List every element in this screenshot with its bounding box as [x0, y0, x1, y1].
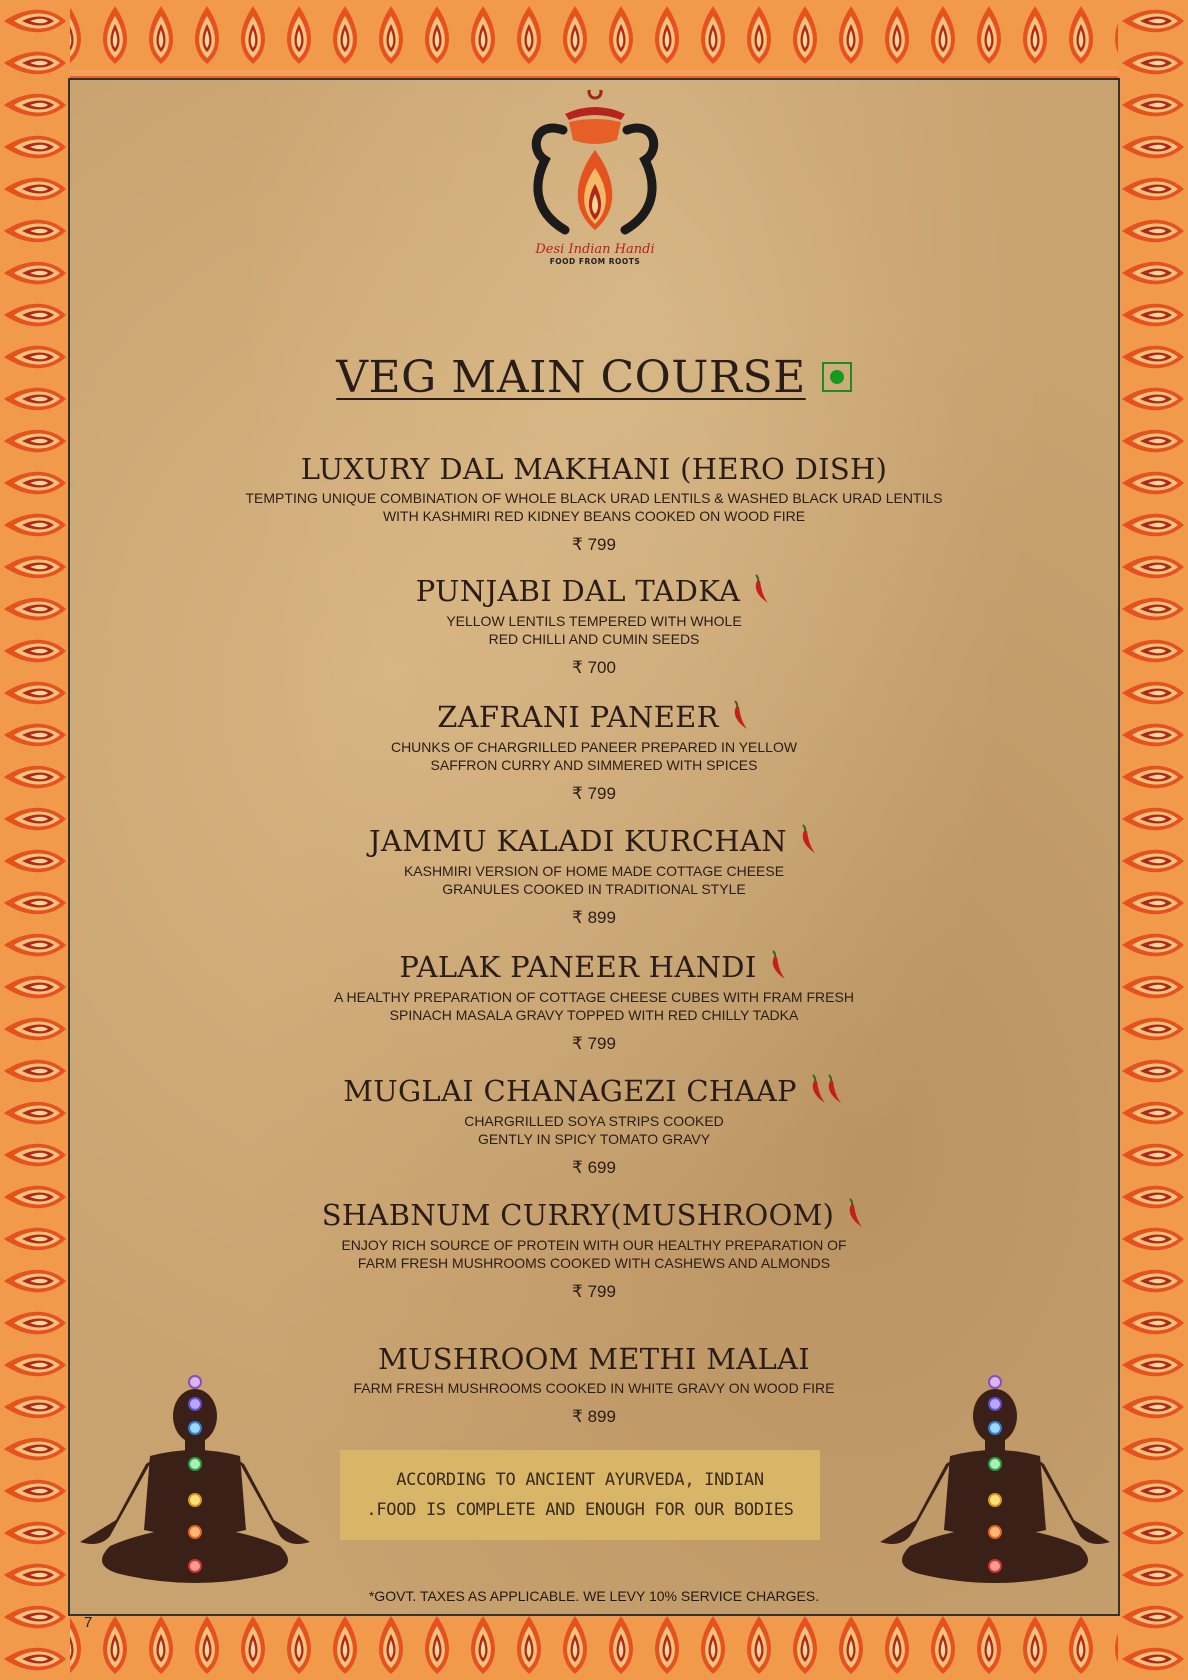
menu-item [70, 824, 1118, 928]
dish-name-text: SHABNUM CURRY(MUSHROOM) [321, 1198, 835, 1232]
dish-description: KASHMIRI VERSION OF HOME MADE COTTAGE CHEESE GRANULES COOKED IN TRADITIONAL STYLE [403, 863, 785, 897]
dish-name-text: PUNJABI DAL TADKA [415, 574, 741, 608]
handi-pot-logo-icon [525, 90, 665, 260]
dish-price: ₹ 899 [572, 1407, 616, 1426]
dish-price: ₹ 799 [572, 535, 616, 554]
dish-price: ₹ 699 [572, 1158, 616, 1177]
dish-description: CHUNKS OF CHARGRILLED PANEER PREPARED IN YELLOW SAFFRON CURRY AND SIMMERED WITH SPICES [390, 739, 798, 773]
menu-panel [68, 78, 1120, 1616]
dish-name [70, 700, 1118, 735]
decorative-border-left [0, 0, 70, 1680]
decorative-border-bottom [0, 1610, 1188, 1680]
dish-description: CHARGRILLED SOYA STRIPS COOKED GENTLY IN SPICY TOMATO GRAVY [464, 1113, 724, 1147]
dish-description: FARM FRESH MUSHROOMS COOKED IN WHITE GRAVY ON WOOD FIRE [353, 1380, 835, 1396]
dish-price: ₹ 700 [572, 658, 616, 677]
menu-item [70, 1074, 1118, 1178]
section-title-text: VEG MAIN COURSE [336, 352, 806, 403]
ayurveda-quote-box [340, 1450, 820, 1540]
dish-description: TEMPTING UNIQUE COMBINATION OF WHOLE BLACK URAD LENTILS & WASHED BLACK URAD LENTILS WITH KASHMIRI RED KIDNEY BEANS COOKED ON WOOD FIRE [245, 490, 943, 524]
dish-description: ENJOY RICH SOURCE OF PROTEIN WITH OUR HEALTHY PREPARATION OF FARM FRESH MUSHROOMS COOKED WITH CASHEWS AND ALMONDS [341, 1237, 847, 1271]
dish-name-text: MUGLAI CHANAGEZI CHAAP [343, 1074, 797, 1108]
dish-price: ₹ 799 [572, 784, 616, 803]
menu-item [70, 1198, 1118, 1302]
dish-name-text: PALAK PANEER HANDI [399, 950, 757, 984]
dish-description: A HEALTHY PREPARATION OF COTTAGE CHEESE CUBES WITH FRAM FRESH SPINACH MASALA GRAVY TOPPED WITH RED CHILLY TADKA [334, 989, 854, 1023]
dish-price: ₹ 799 [572, 1282, 616, 1301]
dish-name [70, 1198, 1118, 1233]
decorative-border-right [1118, 0, 1188, 1680]
dish-name [70, 824, 1118, 859]
dish-name-text: ZAFRANI PANEER [437, 700, 719, 734]
veg-dot-icon [822, 362, 852, 392]
dish-name-text: LUXURY DAL MAKHANI (HERO DISH) [300, 452, 888, 486]
dish-name [70, 950, 1118, 985]
dish-name-text: MUSHROOM METHI MALAI [377, 1342, 811, 1376]
restaurant-name: Desi Indian Handi [535, 242, 655, 257]
chili-spice-icon [797, 823, 819, 855]
dish-price: ₹ 799 [572, 1034, 616, 1053]
section-title [70, 352, 1118, 403]
meditating-figure-right-icon [870, 1360, 1120, 1610]
chili-spice-icon [750, 573, 772, 605]
quote-line-2: .FOOD IS COMPLETE AND ENOUGH FOR OUR BODIES [366, 1500, 794, 1520]
dish-price: ₹ 899 [572, 908, 616, 927]
tax-footnote: *GOVT. TAXES AS APPLICABLE. WE LEVY 10% SERVICE CHARGES. [368, 1588, 820, 1604]
dish-name [70, 1074, 1118, 1109]
menu-item [70, 700, 1118, 804]
chili-spice-icon [823, 1073, 845, 1105]
menu-item [70, 574, 1118, 678]
restaurant-tagline: FOOD FROM ROOTS [549, 257, 641, 266]
chili-spice-icon [767, 949, 789, 981]
restaurant-logo [515, 90, 675, 290]
quote-line-1: ACCORDING TO ANCIENT AYURVEDA, INDIAN [396, 1470, 764, 1490]
meditating-figure-left-icon [70, 1360, 320, 1610]
dish-name-text: JAMMU KALADI KURCHAN [369, 824, 787, 858]
page-number: 7 [84, 1614, 93, 1631]
chili-spice-icon [844, 1197, 866, 1229]
dish-description: YELLOW LENTILS TEMPERED WITH WHOLE RED CHILLI AND CUMIN SEEDS [446, 613, 742, 647]
dish-name [70, 574, 1118, 609]
menu-item [70, 452, 1118, 555]
dish-name [70, 452, 1118, 486]
chili-spice-icon [729, 699, 751, 731]
menu-item [70, 950, 1118, 1054]
decorative-border-top [0, 0, 1188, 70]
